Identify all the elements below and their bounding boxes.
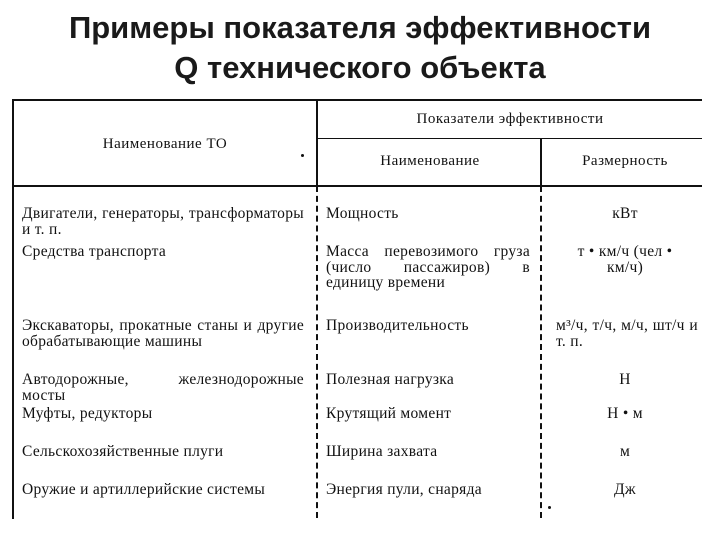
- table-cell-object: Муфты, редукторы: [22, 405, 153, 422]
- table-cell-object: Средства транспорта: [22, 243, 167, 260]
- header-efficiency-group: Показатели эффективности: [416, 111, 604, 127]
- table-cell-unit: м: [619, 443, 631, 460]
- column-divider-1-body: [316, 186, 318, 518]
- table-cell-object: Экскаваторы, прокатные станы и другие обрабатывающие машины: [22, 317, 304, 350]
- table-cell-unit: кВт: [612, 205, 638, 222]
- header-indicator-name: Наименование: [380, 153, 480, 169]
- table-cell-object: Двигатели, генераторы, трансформаторы и т. п.: [22, 205, 304, 238]
- slide-title-line-2: Q технического объекта: [174, 50, 546, 85]
- scan-speck: [548, 506, 551, 509]
- scan-speck: [301, 154, 304, 157]
- left-border: [12, 99, 14, 519]
- table-cell-unit: м³/ч, т/ч, м/ч, шт/ч и т. п.: [556, 317, 698, 350]
- header-bottom-rule: [12, 185, 702, 187]
- table-cell-indicator: Производительность: [326, 317, 469, 334]
- table-cell-unit: Н: [619, 371, 631, 388]
- table-cell-indicator: Масса перевозимого груза (число пассажиров) в единицу времени: [326, 243, 530, 291]
- table-cell-object: Оружие и артиллерийские системы: [22, 481, 266, 498]
- group-header-rule: [318, 138, 702, 139]
- table-cell-unit: Дж: [614, 481, 636, 498]
- header-object-name: Наименование ТО: [102, 136, 228, 152]
- slide-title-line-1: Примеры показателя эффективности: [68, 10, 652, 45]
- table-cell-unit: Н • м: [607, 405, 643, 422]
- table-cell-object: Автодорожные, железнодорожные мосты: [22, 371, 304, 404]
- table-cell-indicator: Крутящий момент: [326, 405, 452, 422]
- table-cell-object: Сельскохозяйственные плуги: [22, 443, 224, 460]
- table-top-rule: [12, 99, 702, 101]
- column-divider-2: [540, 138, 542, 185]
- table-cell-indicator: Ширина захвата: [326, 443, 438, 460]
- table-cell-indicator: Мощность: [326, 205, 399, 222]
- table-cell-indicator: Энергия пули, снаряда: [326, 481, 482, 498]
- column-divider-1: [316, 99, 318, 185]
- table-cell-indicator: Полезная нагрузка: [326, 371, 455, 388]
- header-dimension: Размерность: [582, 153, 668, 169]
- column-divider-2-body: [540, 186, 542, 518]
- table-cell-unit: т • км/ч (чел • км/ч): [577, 243, 673, 276]
